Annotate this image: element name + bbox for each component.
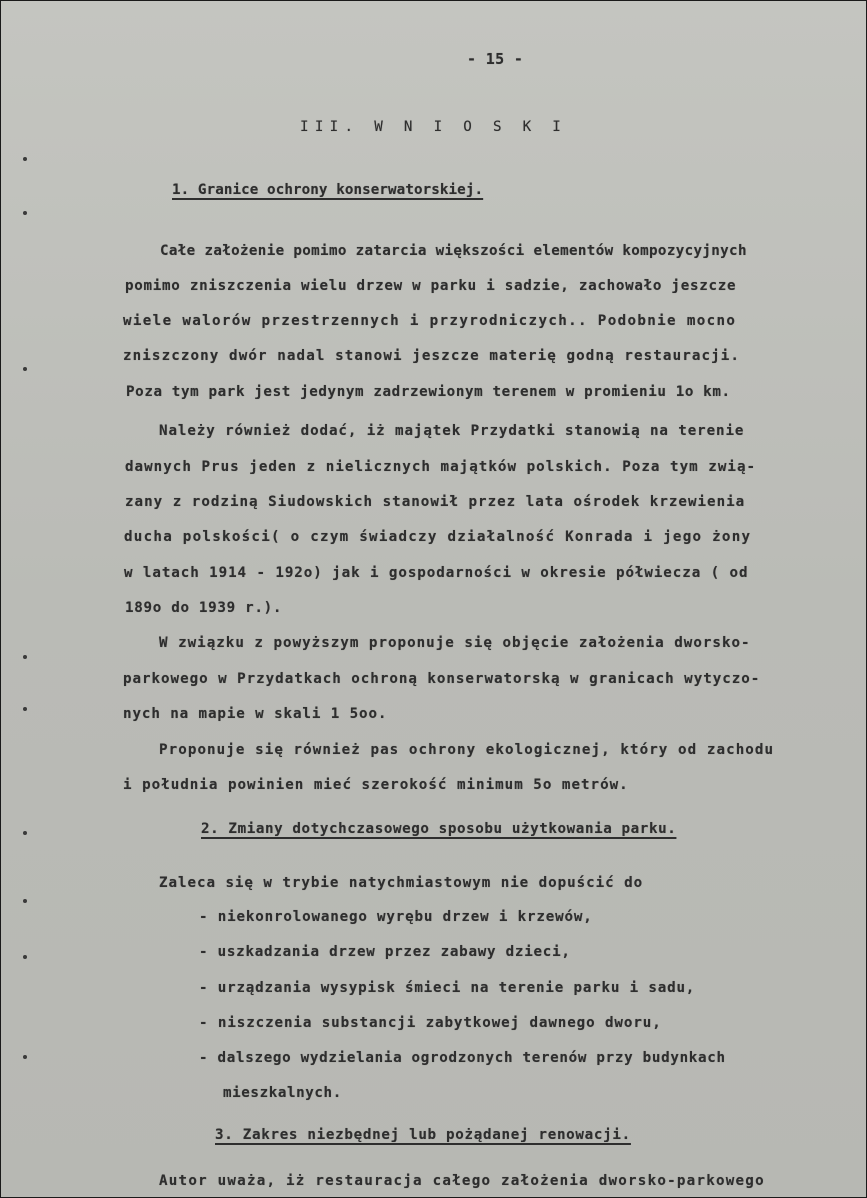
paragraph-line: i południa powinien mieć szerokość minimum 5o metrów. (123, 777, 629, 793)
section-2-heading: 2. Zmiany dotychczasowego sposobu użytkowania parku. (201, 821, 677, 837)
section-3-heading: 3. Zakres niezbędnej lub pożądanej renowacji. (215, 1127, 631, 1143)
punch-hole (23, 899, 27, 903)
paragraph-line: W związku z powyższym proponuje się objęcie założenia dworsko- (159, 635, 751, 651)
paragraph-line: Całe założenie pomimo zatarcia większości elementów kompozycyjnych (160, 243, 747, 259)
punch-hole (23, 1055, 27, 1059)
list-item-continuation: mieszkalnych. (223, 1085, 342, 1101)
paragraph-line: zany z rodziną Siudowskich stanowił przez lata ośrodek krzewienia (125, 494, 746, 510)
list-item: - dalszego wydzielania ogrodzonych terenów przy budynkach (199, 1050, 726, 1066)
paragraph-line: Proponuje się również pas ochrony ekologicznej, który od zachodu (159, 742, 775, 758)
paragraph-line: pomimo zniszczenia wielu drzew w parku i sadzie, zachowało jeszcze (125, 278, 737, 294)
page-number: - 15 - (467, 50, 524, 68)
list-item: - niszczenia substancji zabytkowej dawnego dworu, (199, 1015, 662, 1031)
list-item: - niekonrolowanego wyrębu drzew i krzewów, (199, 909, 593, 925)
paragraph-line: Należy również dodać, iż majątek Przydatki stanowią na terenie (159, 423, 745, 439)
paragraph-line: ducha polskości( o czym świadczy działalność Konrada i jego żony (124, 529, 752, 545)
punch-hole (23, 831, 27, 835)
paragraph-line: w latach 1914 - 192o) jak i gospodarności w okresie półwiecza ( od (124, 565, 749, 581)
list-item: - uszkadzania drzew przez zabawy dzieci, (199, 944, 571, 960)
punch-hole (23, 655, 27, 659)
punch-hole (23, 157, 27, 161)
paragraph-line: wiele walorów przestrzennych i przyrodniczych.. Podobnie mocno (123, 313, 737, 329)
paragraph-line: nych na mapie w skali 1 5oo. (123, 706, 388, 722)
punch-hole (23, 367, 27, 371)
chapter-title: III. W N I O S K I (300, 119, 568, 135)
list-item: - urządzania wysypisk śmieci na terenie parku i sadu, (199, 980, 696, 996)
paragraph-line: parkowego w Przydatkach ochroną konserwatorską w granicach wytyczo- (123, 671, 761, 687)
paragraph-line: Zaleca się w trybie natychmiastowym nie dopuścić do (159, 875, 644, 891)
paragraph-line: 189o do 1939 r.). (125, 600, 283, 616)
section-1-heading: 1. Granice ochrony konserwatorskiej. (172, 182, 484, 198)
punch-hole (23, 955, 27, 959)
paragraph-line: Autor uważa, iż restauracja całego założenia dworsko-parkowego (159, 1173, 765, 1189)
paragraph-line: Poza tym park jest jedynym zadrzewionym terenem w promieniu 1o km. (126, 384, 731, 400)
punch-hole (23, 211, 27, 215)
paragraph-line: zniszczony dwór nadal stanowi jeszcze materię godną restauracji. (123, 348, 741, 364)
punch-hole (23, 707, 27, 711)
paragraph-line: dawnych Prus jeden z nielicznych majątków polskich. Poza tym zwią- (125, 459, 757, 475)
